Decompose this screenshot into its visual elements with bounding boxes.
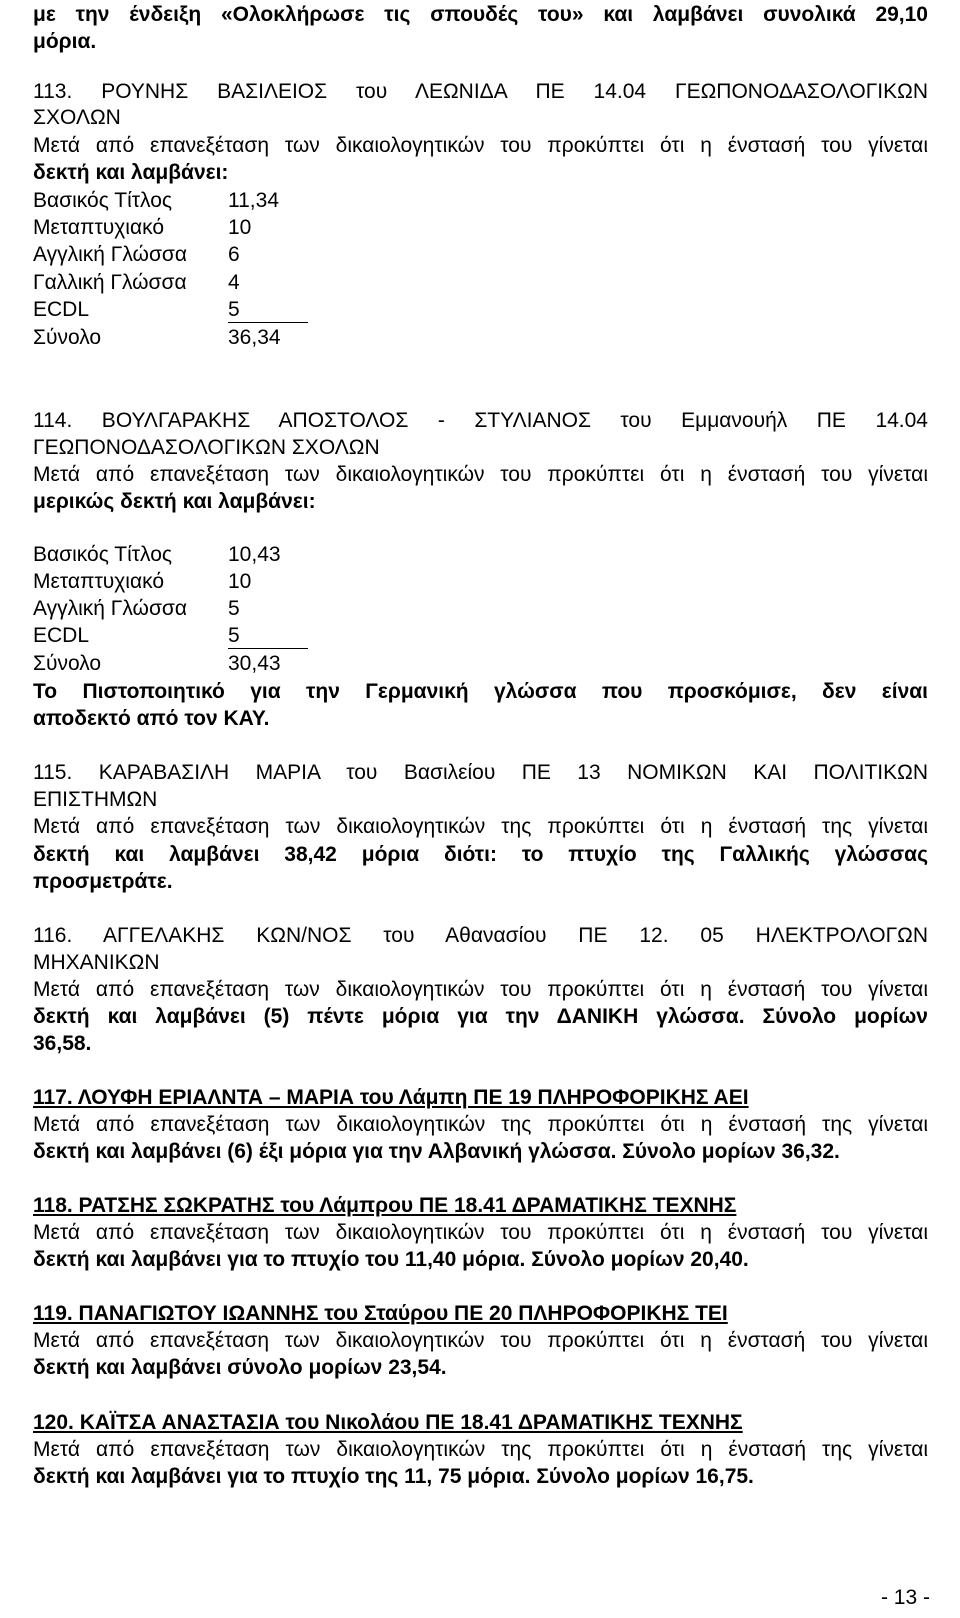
entry-text: Μετά από επανεξέταση των δικαιολογητικών του προκύπτει ότι η ένστασή του γίνεται: [33, 134, 928, 157]
score-label: Αγγλική Γλώσσα: [33, 243, 188, 266]
entry-text: δεκτή και λαμβάνει για το πτυχίο της 11, 75 μόρια. Σύνολο μορίων 16,75.: [33, 1465, 754, 1488]
entry-heading: ΣΧΟΛΩΝ: [33, 106, 121, 129]
entry-heading: 114. ΒΟΥΛΓΑΡΑΚΗΣ ΑΠΟΣΤΟΛΟΣ - ΣΤΥΛΙΑΝΟΣ του Εμμανουήλ ΠΕ 14.04: [33, 409, 928, 432]
score-row: [33, 569, 433, 595]
entry-text: Μετά από επανεξέταση των δικαιολογητικών του προκύπτει ότι η ένστασή του γίνεται: [33, 1221, 928, 1244]
entry-heading: ΜΗΧΑΝΙΚΩΝ: [33, 951, 160, 974]
score-value: 10: [228, 216, 252, 239]
entry-text: 36,58.: [33, 1032, 92, 1055]
score-value: 36,34: [228, 326, 281, 349]
entry-note: αποδεκτό από τον ΚΑΥ.: [33, 707, 270, 730]
score-value: 11,34: [228, 189, 279, 212]
score-row: [33, 270, 433, 296]
entry-text: δεκτή και λαμβάνει (6) έξι μόρια για την Αλβανική γλώσσα. Σύνολο μορίων 36,32.: [33, 1140, 840, 1163]
entry-heading: 113. ΡΟΥΝΗΣ ΒΑΣΙΛΕΙΟΣ του ΛΕΩΝΙΔΑ ΠΕ 14.04 ΓΕΩΠΟΝΟΔΑΣΟΛΟΓΙΚΩΝ: [33, 80, 928, 103]
sum-rule: [228, 648, 308, 649]
entry-text: Μετά από επανεξέταση των δικαιολογητικών της προκύπτει ότι η ένστασή της γίνεται: [33, 1113, 928, 1136]
score-label: Σύνολο: [33, 326, 102, 349]
entry-heading: 115. ΚΑΡΑΒΑΣΙΛΗ ΜΑΡΙΑ του Βασιλείου ΠΕ 13 ΝΟΜΙΚΩΝ ΚΑΙ ΠΟΛΙΤΙΚΩΝ: [33, 761, 928, 784]
score-row: [33, 297, 433, 323]
score-label: ECDL: [33, 298, 90, 321]
intro-line: με την ένδειξη «Ολοκλήρωσε τις σπουδές του» και λαμβάνει συνολικά 29,10: [33, 3, 928, 26]
entry-heading: 118. ΡΑΤΣΗΣ ΣΩΚΡΑΤΗΣ του Λάμπρου ΠΕ 18.41 ΔΡΑΜΑΤΙΚΗΣ ΤΕΧΝΗΣ: [33, 1194, 737, 1217]
page-number: - 13 -: [880, 1586, 930, 1609]
score-label: Γαλλική Γλώσσα: [33, 271, 187, 294]
entry-heading: 117. ΛΟΥΦΗ ΕΡΙΑΛΝΤΑ – ΜΑΡΙΑ του Λάμπη ΠΕ 19 ΠΛΗΡΟΦΟΡΙΚΗΣ ΑΕΙ: [33, 1086, 749, 1109]
entry-heading: 120. ΚΑΪΤΣΑ ΑΝΑΣΤΑΣΙΑ του Νικολάου ΠΕ 18.41 ΔΡΑΜΑΤΙΚΗΣ ΤΕΧΝΗΣ: [33, 1411, 743, 1434]
entry-text: Μετά από επανεξέταση των δικαιολογητικών της προκύπτει ότι η ένστασή της γίνεται: [33, 815, 928, 838]
entry-text: δεκτή και λαμβάνει 38,42 μόρια διότι: το πτυχίο της Γαλλικής γλώσσας: [33, 843, 928, 866]
score-row: [33, 215, 433, 241]
score-row: [33, 542, 433, 568]
entry-text: δεκτή και λαμβάνει για το πτυχίο του 11,40 μόρια. Σύνολο μορίων 20,40.: [33, 1248, 749, 1271]
entry-text: Μετά από επανεξέταση των δικαιολογητικών του προκύπτει ότι η ένστασή του γίνεται: [33, 1329, 928, 1352]
entry-text: δεκτή και λαμβάνει (5) πέντε μόρια για την ΔΑΝΙΚΗ γλώσσα. Σύνολο μορίων: [33, 1005, 928, 1028]
score-value: 4: [228, 271, 240, 294]
score-value: 5: [228, 624, 240, 647]
score-label: ECDL: [33, 624, 90, 647]
score-label: Μεταπτυχιακό: [33, 570, 165, 593]
entry-text: προσμετράτε.: [33, 870, 173, 893]
entry-heading: ΕΠΙΣΤΗΜΩΝ: [33, 788, 158, 811]
score-value: 10: [228, 570, 252, 593]
entry-note: Το Πιστοποιητικό για την Γερμανική γλώσσα που προσκόμισε, δεν είναι: [33, 680, 928, 703]
score-row-total: [33, 325, 433, 351]
score-label: Βασικός Τίτλος: [33, 543, 173, 566]
score-value: 6: [228, 243, 240, 266]
entry-text: δεκτή και λαμβάνει σύνολο μορίων 23,54.: [33, 1356, 447, 1379]
sum-rule: [228, 322, 308, 323]
entry-heading: ΓΕΩΠΟΝΟΔΑΣΟΛΟΓΙΚΩΝ ΣΧΟΛΩΝ: [33, 436, 380, 459]
entry-text: μερικώς δεκτή και λαμβάνει:: [33, 490, 316, 513]
entry-heading: 116. ΑΓΓΕΛΑΚΗΣ ΚΩΝ/ΝΟΣ του Αθανασίου ΠΕ 12. 05 ΗΛΕΚΤΡΟΛΟΓΩΝ: [33, 924, 928, 947]
entry-text: Μετά από επανεξέταση των δικαιολογητικών του προκύπτει ότι η ένστασή του γίνεται: [33, 978, 928, 1001]
score-row: [33, 188, 433, 214]
score-row: [33, 596, 433, 622]
score-value: 10,43: [228, 543, 281, 566]
score-value: 5: [228, 298, 240, 321]
score-label: Μεταπτυχιακό: [33, 216, 165, 239]
score-row: [33, 242, 433, 268]
score-label: Βασικός Τίτλος: [33, 189, 173, 212]
score-label: Σύνολο: [33, 652, 102, 675]
score-value: 5: [228, 597, 240, 620]
entry-text: δεκτή και λαμβάνει:: [33, 161, 229, 184]
score-row-total: [33, 651, 433, 677]
score-value: 30,43: [228, 652, 281, 675]
entry-text: Μετά από επανεξέταση των δικαιολογητικών του προκύπτει ότι η ένστασή του γίνεται: [33, 463, 928, 486]
score-label: Αγγλική Γλώσσα: [33, 597, 188, 620]
entry-heading: 119. ΠΑΝΑΓΙΩΤΟΥ ΙΩΑΝΝΗΣ του Σταύρου ΠΕ 20 ΠΛΗΡΟΦΟΡΙΚΗΣ ΤΕΙ: [33, 1302, 728, 1325]
score-row: [33, 623, 433, 649]
intro-line: μόρια.: [33, 30, 97, 53]
entry-text: Μετά από επανεξέταση των δικαιολογητικών της προκύπτει ότι η ένστασή της γίνεται: [33, 1438, 928, 1461]
